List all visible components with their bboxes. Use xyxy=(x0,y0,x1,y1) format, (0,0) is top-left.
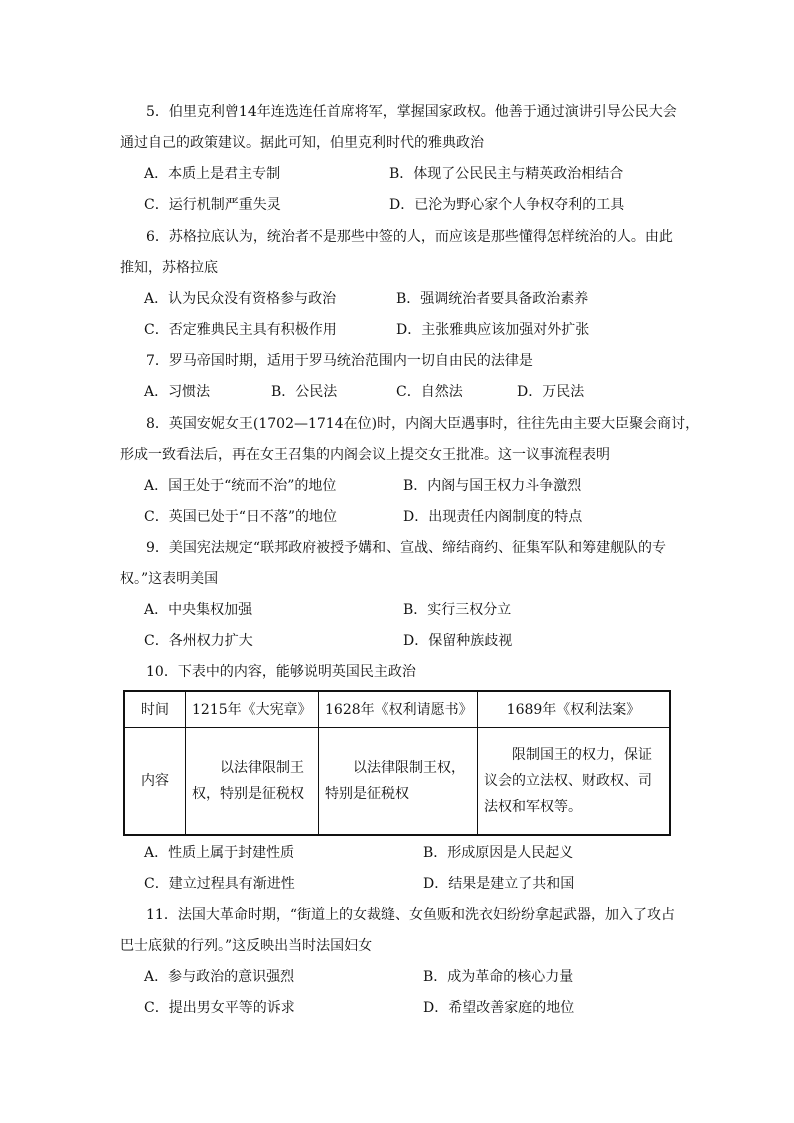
option-d[interactable]: D．已沦为野心家个人争权夺利的工具 xyxy=(389,197,625,213)
option-c[interactable]: C．建立过程具有渐进性 xyxy=(144,876,295,892)
option-b[interactable]: B．公民法 xyxy=(271,384,338,400)
table-header-cell: 1628年《权利请愿书》 xyxy=(319,691,478,728)
question-stem: 11．法国大革命时期，“街道上的女裁缝、女鱼贩和洗衣妇纷纷拿起武器，加入了攻占 xyxy=(146,907,675,923)
option-a[interactable]: A．本质上是君主专制 xyxy=(144,166,281,182)
history-table xyxy=(123,690,671,836)
option-a[interactable]: A．国王处于“统而不治”的地位 xyxy=(144,478,337,494)
option-c[interactable]: C．提出男女平等的诉求 xyxy=(144,1000,295,1016)
question-11 xyxy=(120,900,680,1024)
option-d[interactable]: D．出现责任内阁制度的特点 xyxy=(403,509,583,525)
option-d[interactable]: D．希望改善家庭的地位 xyxy=(423,1000,575,1016)
option-c[interactable]: C．否定雅典民主具有积极作用 xyxy=(144,322,337,338)
options-row xyxy=(120,471,680,502)
question-10 xyxy=(120,657,680,688)
options-row xyxy=(120,159,680,190)
options-row xyxy=(120,190,680,221)
question-stem: 5．伯里克利曾14年连选连任首席将军，掌握国家政权。他善于通过演讲引导公民大会 xyxy=(146,104,677,120)
question-stem: 通过自己的政策建议。据此可知，伯里克利时代的雅典政治 xyxy=(120,135,484,151)
option-a[interactable]: A．性质上属于封建性质 xyxy=(144,845,295,861)
option-d[interactable]: D．主张雅典应该加强对外扩张 xyxy=(396,322,590,338)
option-d[interactable]: D．结果是建立了共和国 xyxy=(423,876,575,892)
options-row xyxy=(120,502,680,533)
option-b[interactable]: B．形成原因是人民起义 xyxy=(423,845,574,861)
option-d[interactable]: D．万民法 xyxy=(517,384,585,400)
options-row xyxy=(120,869,680,900)
table-cell: 以法律限制王权，特别是征税权 xyxy=(319,728,478,836)
options-row xyxy=(120,377,680,408)
question-10-options xyxy=(120,838,680,900)
options-row xyxy=(120,838,680,869)
option-d[interactable]: D．保留种族歧视 xyxy=(403,633,513,649)
question-stem: 6．苏格拉底认为，统治者不是那些中签的人，而应该是那些懂得怎样统治的人。由此 xyxy=(146,229,673,245)
options-row xyxy=(120,993,680,1024)
options-row xyxy=(120,595,680,626)
option-a[interactable]: A．习惯法 xyxy=(144,384,211,400)
table-header-row xyxy=(124,691,670,728)
table-header-cell: 1689年《权利法案》 xyxy=(478,691,671,728)
option-b[interactable]: B．强调统治者要具备政治素养 xyxy=(396,291,589,307)
question-stem: 8．英国安妮女王(1702—1714在位)时，内阁大臣遇事时，往往先由主要大臣聚会商讨， xyxy=(146,416,700,432)
option-c[interactable]: C．自然法 xyxy=(396,384,463,400)
option-a[interactable]: A．认为民众没有资格参与政治 xyxy=(144,291,337,307)
options-row xyxy=(120,284,680,315)
question-stem: 巴士底狱的行列。”这反映出当时法国妇女 xyxy=(120,938,373,954)
options-row xyxy=(120,315,680,346)
question-9 xyxy=(120,533,680,657)
question-8 xyxy=(120,409,700,533)
question-stem: 10．下表中的内容，能够说明英国民主政治 xyxy=(146,664,416,680)
option-a[interactable]: A．参与政治的意识强烈 xyxy=(144,969,295,985)
option-a[interactable]: A．中央集权加强 xyxy=(144,602,253,618)
question-7 xyxy=(120,346,680,408)
option-c[interactable]: C．各州权力扩大 xyxy=(144,633,253,649)
question-stem: 9．美国宪法规定“联邦政府被授予媾和、宣战、缔结商约、征集军队和筹建舰队的专 xyxy=(146,540,667,556)
option-b[interactable]: B．体现了公民民主与精英政治相结合 xyxy=(389,166,624,182)
option-b[interactable]: B．实行三权分立 xyxy=(403,602,512,618)
option-b[interactable]: B．成为革命的核心力量 xyxy=(423,969,574,985)
question-stem: 权。”这表明美国 xyxy=(120,571,219,587)
question-6 xyxy=(120,222,680,346)
option-c[interactable]: C．运行机制严重失灵 xyxy=(144,197,281,213)
question-5 xyxy=(120,97,680,221)
question-stem: 7．罗马帝国时期，适用于罗马统治范围内一切自由民的法律是 xyxy=(146,353,533,369)
options-row xyxy=(120,962,680,993)
table-cell: 以法律限制王权，特别是征税权 xyxy=(186,728,319,836)
option-c[interactable]: C．英国已处于“日不落”的地位 xyxy=(144,509,338,525)
table-cell: 限制国王的权力，保证议会的立法权、财政权、司法权和军权等。 xyxy=(478,728,671,836)
table-row xyxy=(124,728,670,836)
table-row-label: 内容 xyxy=(124,728,186,836)
option-b[interactable]: B．内阁与国王权力斗争激烈 xyxy=(403,478,582,494)
options-row xyxy=(120,626,680,657)
table-header-cell: 1215年《大宪章》 xyxy=(186,691,319,728)
question-stem: 推知，苏格拉底 xyxy=(120,260,218,276)
table-header-cell: 时间 xyxy=(124,691,186,728)
question-stem: 形成一致看法后，再在女王召集的内阁会议上提交女王批准。这一议事流程表明 xyxy=(120,447,610,463)
